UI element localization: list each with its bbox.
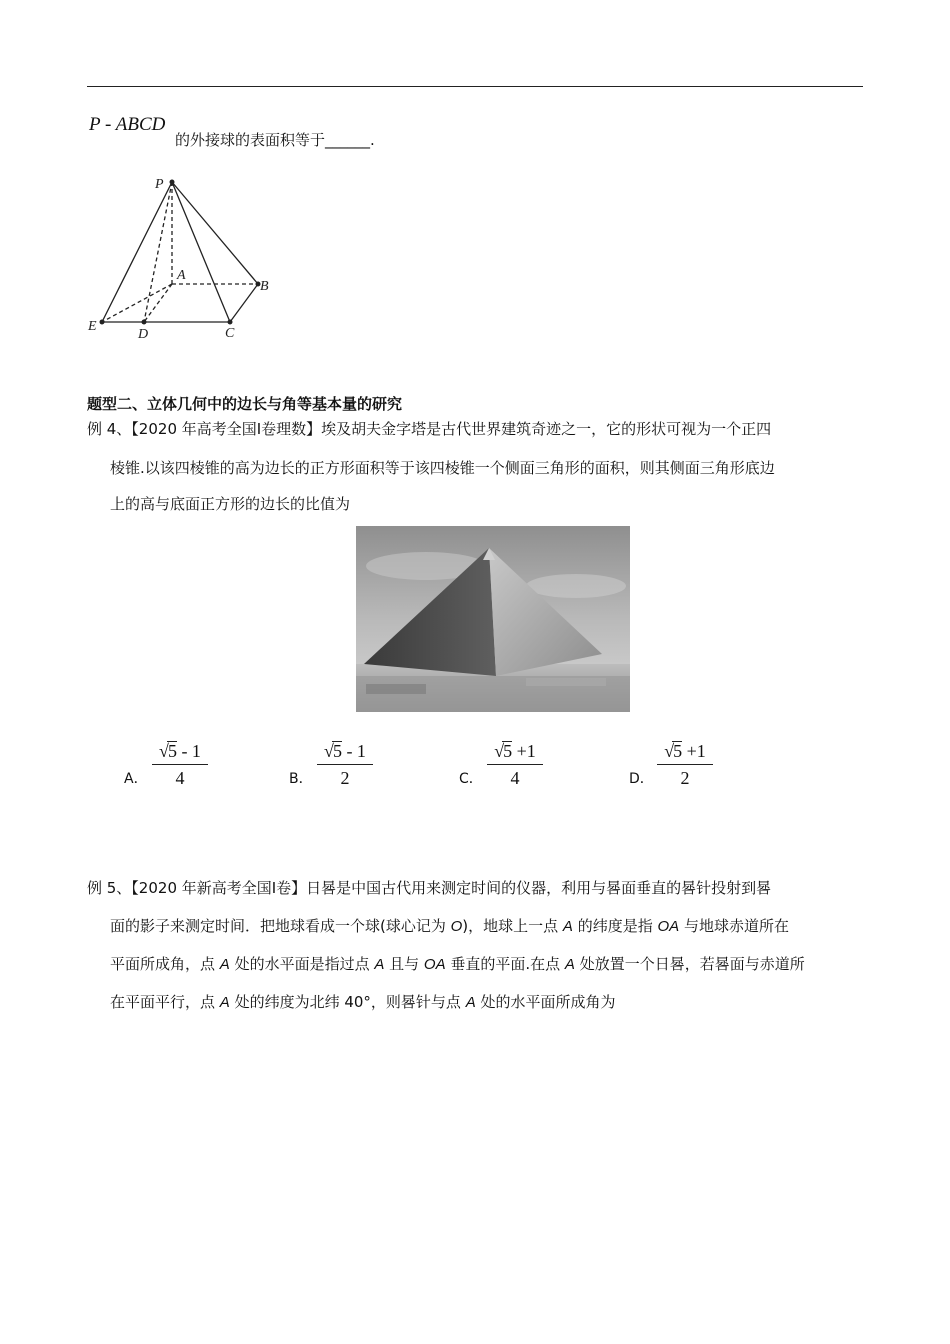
option-d-label: D． [629, 771, 654, 787]
vertex-b-label: B [260, 279, 269, 294]
ex5-line-1: 例 5、【2020 年新高考全国Ⅰ卷】日晷是中国古代用来测定时间的仪器，利用与晷面垂直的晷针投射到晷 [87, 879, 772, 897]
vertex-e-label: E [88, 319, 97, 334]
pyramid-photo [356, 526, 630, 712]
option-c-fraction: $\frac{√5 +1}{4}$ [487, 738, 543, 791]
ex5-line-4: 在平面平行，点 A 处的纬度为北纬 40°，则晷针与点 A 处的水平面所成角为 [110, 993, 616, 1011]
vertex-a-label: A [177, 268, 186, 283]
ex5-line-2: 面的影子来测定时间．把地球看成一个球(球心记为 O)，地球上一点 A 的纬度是指 OA 与地球赤道所在 [110, 917, 789, 935]
vertex-d-label: D [138, 327, 149, 342]
header-rule [87, 86, 863, 87]
question-text: 的外接球的表面积等于______. [175, 131, 375, 149]
pyramid-figure [82, 170, 282, 345]
option-b-label: B． [289, 771, 313, 787]
option-c-label: C． [459, 771, 483, 787]
ex4-line-3: 上的高与底面正方形的边长的比值为 [110, 495, 351, 513]
option-b-fraction: $\frac{√5 - 1}{2}$ [317, 738, 373, 791]
option-d[interactable] [629, 738, 719, 798]
option-a-fraction: $\frac{√5 - 1}{4}$ [152, 738, 208, 791]
pyramid-label: P - ABCD [89, 114, 166, 135]
option-d-fraction: $\frac{√5 +1}{2}$ [657, 738, 713, 791]
ex4-line-1: 例 4、【2020 年高考全国Ⅰ卷理数】埃及胡夫金字塔是古代世界建筑奇迹之一，它的形状可视为一个正四 [87, 420, 772, 438]
section-heading: 题型二、立体几何中的边长与角等基本量的研究 [87, 395, 403, 413]
ex4-line-2: 棱锥.以该四棱锥的高为边长的正方形面积等于该四棱锥一个侧面三角形的面积，则其侧面三角形底边 [110, 459, 775, 477]
option-b[interactable] [289, 738, 379, 798]
option-c[interactable] [459, 738, 549, 798]
option-a-label: A． [124, 771, 148, 787]
vertex-p-label: P [155, 177, 164, 192]
vertex-c-label: C [225, 326, 235, 341]
ex5-line-3: 平面所成角，点 A 处的水平面是指过点 A 且与 OA 垂直的平面.在点 A 处放置一个日晷，若晷面与赤道所 [110, 955, 805, 973]
option-a[interactable] [124, 738, 214, 798]
